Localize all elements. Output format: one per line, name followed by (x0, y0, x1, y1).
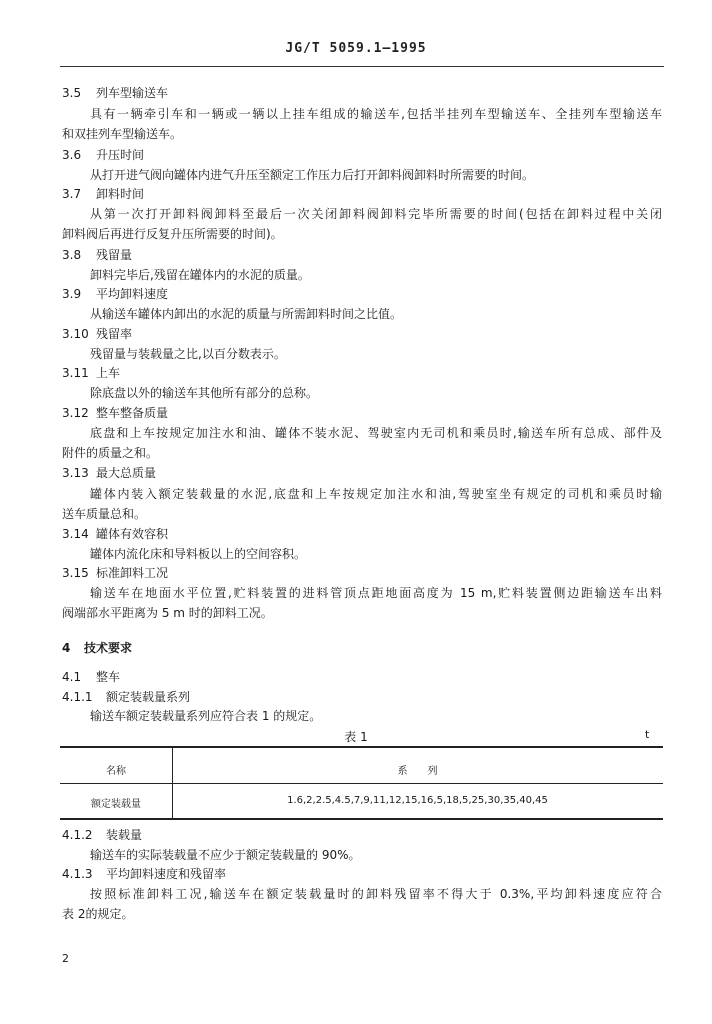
header-divider (60, 66, 664, 67)
definition-body: 送车质量总和。 (62, 507, 147, 521)
page-number: 2 (62, 952, 69, 965)
subsection-body: 表 2的规定。 (62, 907, 134, 921)
definition-heading: 3.15 标准卸料工况 (62, 566, 169, 580)
definition-heading: 3.11 上车 (62, 366, 121, 380)
definition-heading: 3.8 残留量 (62, 248, 133, 262)
definition-body: 附件的质量之和。 (62, 446, 159, 460)
table-header-rule (60, 783, 663, 784)
definition-body: 罐体内装入额定装载量的水泥,底盘和上车按规定加注水和油,驾驶室坐有规定的司机和乘员时输 (90, 487, 662, 501)
table-unit: t (645, 728, 650, 741)
table-cell-name: 额定装载量 (91, 799, 141, 810)
subsection-heading: 4.1.1 额定装载量系列 (62, 690, 191, 704)
definition-heading: 3.6 升压时间 (62, 148, 145, 162)
subsection-body: 输送车的实际装载量不应少于额定装载量的 90%。 (90, 848, 361, 862)
definition-body: 输送车在地面水平位置,贮料装置的进料管顶点距地面高度为 15 m,贮料装置侧边距输送车出料 (90, 586, 662, 600)
definition-body: 卸料完毕后,残留在罐体内的水泥的质量。 (90, 268, 310, 282)
definition-heading: 3.12 整车整备质量 (62, 406, 169, 420)
standard-code-header: JG/T 5059.1—1995 (285, 41, 427, 56)
subsection-body: 输送车额定装载量系列应符合表 1 的规定。 (90, 709, 322, 723)
definition-heading: 3.14 罐体有效容积 (62, 527, 169, 541)
table-header-name: 名称 (106, 766, 126, 777)
section-heading: 4 技术要求 (62, 641, 133, 655)
subsection-heading: 4.1.2 装载量 (62, 828, 143, 842)
definition-body: 从第一次打开卸料阀卸料至最后一次关闭卸料阀卸料完毕所需要的时间(包括在卸料过程中关闭 (90, 207, 662, 221)
table-bottom-rule (60, 818, 663, 820)
definition-heading: 3.10 残留率 (62, 327, 133, 341)
definition-body: 具有一辆牵引车和一辆或一辆以上挂车组成的输送车,包括半挂列车型输送车、全挂列车型输送车 (90, 107, 662, 121)
subsection-heading: 4.1 整车 (62, 670, 121, 684)
table-column-divider (172, 746, 173, 819)
definition-heading: 3.7 卸料时间 (62, 187, 145, 201)
table-cell-series: 1.6,2,2.5,4.5,7,9,11,12,15,16,5,18,5,25,30,35,40,45 (287, 795, 548, 806)
table-header-series: 系 列 (397, 766, 438, 777)
table-caption: 表 1 (344, 730, 368, 744)
subsection-heading: 4.1.3 平均卸料速度和残留率 (62, 867, 227, 881)
definition-body: 阀端部水平距离为 5 m 时的卸料工况。 (62, 606, 273, 620)
definition-body: 残留量与装载量之比,以百分数表示。 (90, 347, 286, 361)
table-top-rule (60, 746, 663, 748)
definition-heading: 3.13 最大总质量 (62, 466, 157, 480)
definition-body: 罐体内流化床和导料板以上的空间容积。 (90, 547, 307, 561)
definition-body: 和双挂列车型输送车。 (62, 127, 183, 141)
subsection-body: 按照标准卸料工况,输送车在额定装载量时的卸料残留率不得大于 0.3%,平均卸料速度应符合 (90, 887, 662, 901)
definition-body: 从输送车罐体内卸出的水泥的质量与所需卸料时间之比值。 (90, 307, 403, 321)
definition-body: 除底盘以外的输送车其他所有部分的总称。 (90, 386, 319, 400)
definition-heading: 3.5 列车型输送车 (62, 86, 169, 100)
definition-body: 底盘和上车按规定加注水和油、罐体不装水泥、驾驶室内无司机和乘员时,输送车所有总成、部件及 (90, 426, 662, 440)
definition-body: 从打开进气阀向罐体内进气升压至额定工作压力后打开卸料阀卸料时所需要的时间。 (90, 168, 535, 182)
definition-body: 卸料阀后再进行反复升压所需要的时间)。 (62, 227, 283, 241)
definition-heading: 3.9 平均卸料速度 (62, 287, 169, 301)
